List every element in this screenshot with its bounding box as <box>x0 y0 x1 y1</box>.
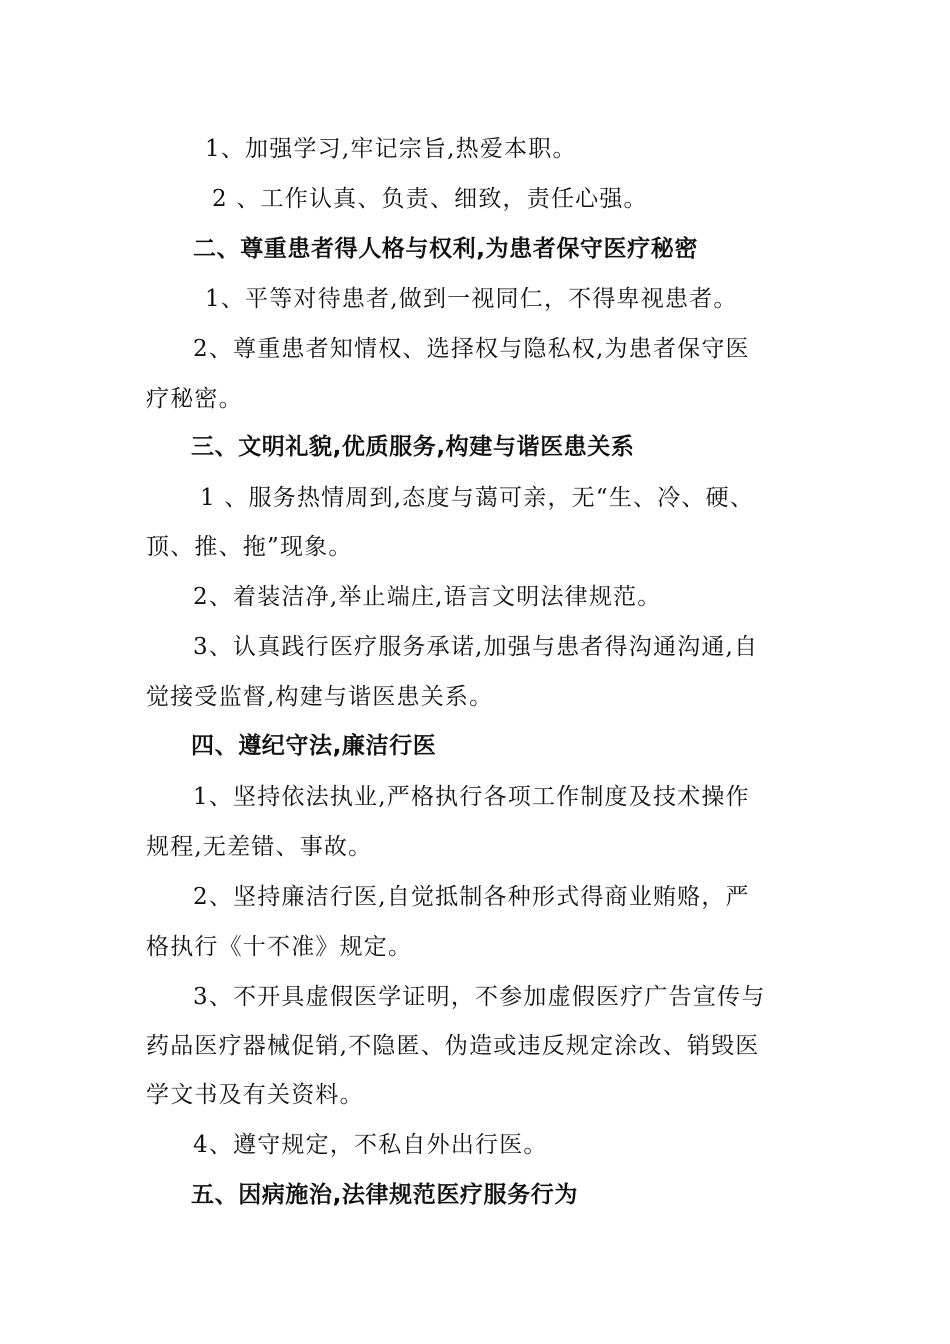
item-4-3: 3、不开具虚假医学证明，不参加虚假医疗广告宣传与 <box>193 984 766 1010</box>
item-4-2-continued: 格执行《十不准》规定。 <box>146 934 413 960</box>
item-3-1: 1 、服务热情周到,态度与蔼可亲，无“生、冷、硬、 <box>200 485 755 511</box>
item-4-3-continued-2: 学文书及有关资料。 <box>146 1082 364 1108</box>
item-2-2-continued: 疗秘密。 <box>146 386 243 412</box>
item-1-2: 2 、工作认真、负责、细致，责任心强。 <box>212 186 648 212</box>
item-4-2: 2、坚持廉洁行医,自觉抵制各种形式得商业贿赂，严 <box>193 884 750 910</box>
item-2-2: 2、尊重患者知情权、选择权与隐私权,为患者保守医 <box>193 336 750 362</box>
item-3-3: 3、认真践行医疗服务承诺,加强与患者得沟通沟通,自 <box>193 634 759 660</box>
item-4-3-continued-1: 药品医疗器械促销,不隐匿、伪造或违反规定涂改、销毁医 <box>146 1033 760 1059</box>
item-2-1: 1、平等对待患者,做到一视同仁，不得卑视患者。 <box>205 286 738 312</box>
item-3-3-continued: 觉接受监督,构建与谐医患关系。 <box>146 684 494 710</box>
item-4-4: 4、遵守规定，不私自外出行医。 <box>193 1132 548 1158</box>
section-heading-3: 三、文明礼貌,优质服务,构建与谐医患关系 <box>191 434 635 460</box>
section-heading-4: 四、遵纪守法,廉洁行医 <box>191 733 437 759</box>
item-3-2: 2、着装洁净,举止端庄,语言文明法律规范。 <box>193 584 662 610</box>
item-3-1-continued: 顶、推、拖”现象。 <box>146 534 353 560</box>
item-1-1: 1、加强学习,牢记宗旨,热爱本职。 <box>205 136 577 162</box>
section-heading-5: 五、因病施治,法律规范医疗服务行为 <box>191 1182 578 1208</box>
item-4-1: 1、坚持依法执业,严格执行各项工作制度及技术操作 <box>193 784 750 810</box>
section-heading-2: 二、尊重患者得人格与权利,为患者保守医疗秘密 <box>193 236 698 262</box>
item-4-1-continued: 规程,无差错、事故。 <box>146 834 373 860</box>
